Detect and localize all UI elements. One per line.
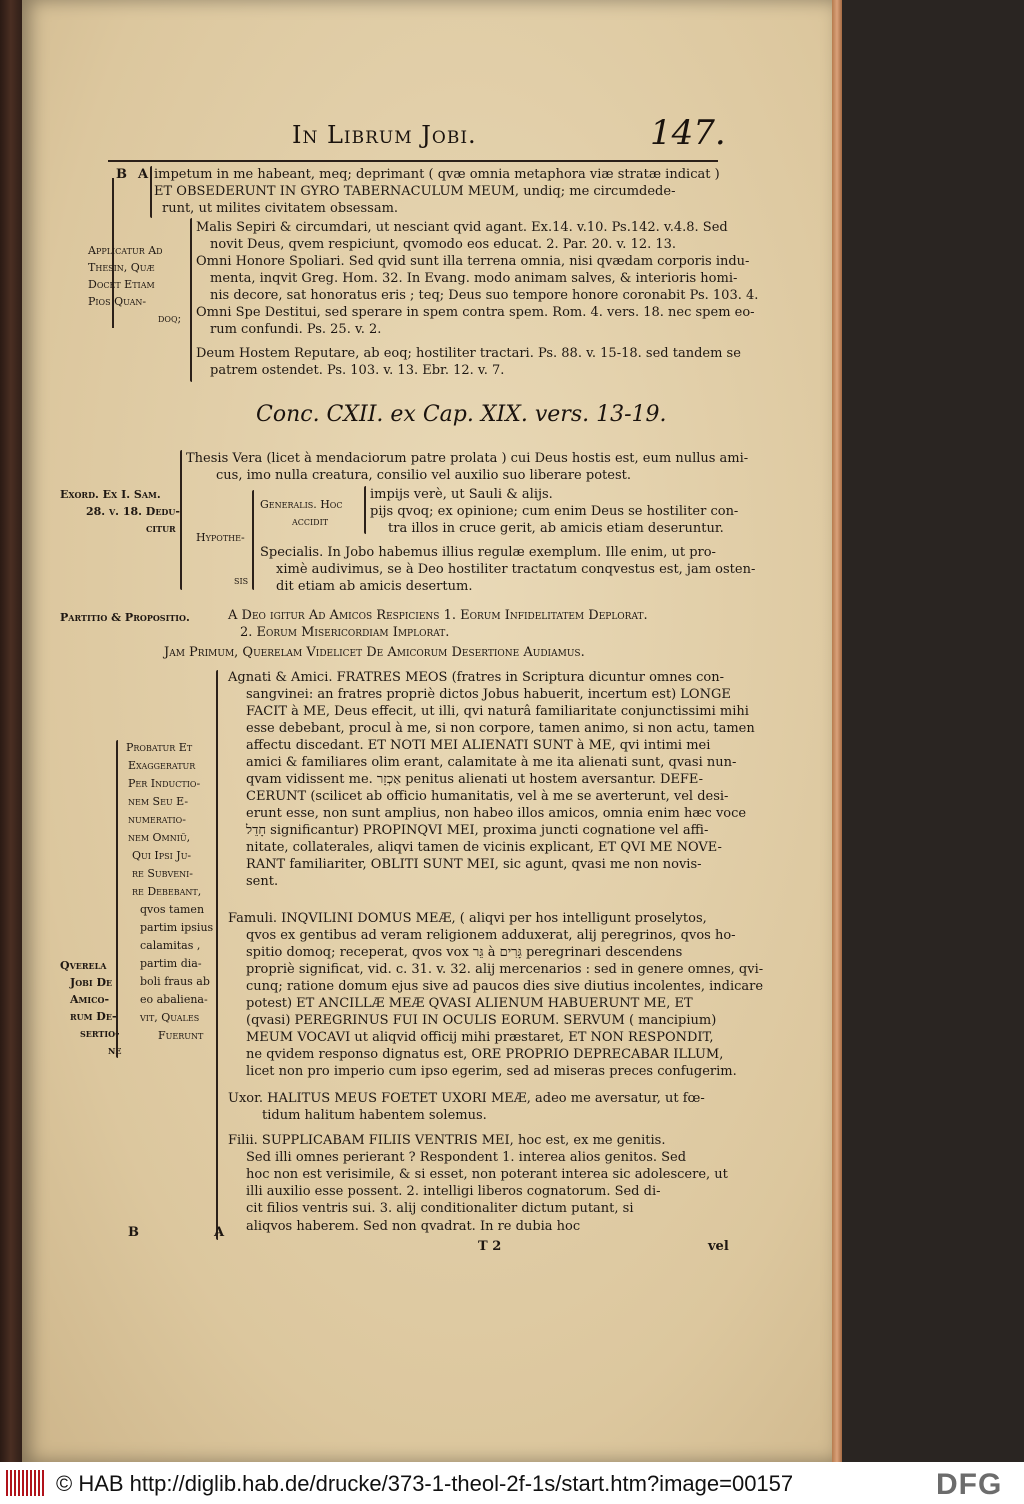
applicatur-line-4: menta, inqvit Greg. Hom. 32. In Evang. modo animam salves, & interioris homi- (210, 271, 738, 286)
brace-hypothesis (252, 490, 254, 590)
body-line-1: Agnati & Amici. FRATRES MEOS (fratres in Scriptura dicuntur omnes con- (228, 670, 724, 685)
applicatur-label-4: Pios Quan- (88, 295, 147, 308)
applicatur-label-3: Docet Etiam (88, 278, 155, 291)
probatur-label-1: Probatur Et (126, 741, 193, 754)
generalis-line-1: impijs verè, ut Sauli & alijs. (370, 487, 553, 502)
querela-label-1: Qverela (60, 959, 107, 972)
signature-mark: T 2 (478, 1239, 502, 1254)
body-line-25: tidum halitum habentem solemus. (262, 1108, 487, 1123)
top-line-2: ET OBSEDERUNT IN GYRO TABERNACULUM MEUM, undiq; me circumdede- (154, 184, 676, 199)
brace-exord (180, 450, 182, 590)
applicatur-line-7: rum confundi. Ps. 25. v. 2. (210, 322, 382, 337)
probatur-label-6: nem Omniũ, (128, 831, 191, 844)
thesis-line-1: Thesis Vera (licet à mendaciorum patre prolata ) cui Deus hostis est, eum nullus ami- (186, 451, 749, 466)
marker-a-top: A (138, 167, 149, 182)
body-line-16: spitio domoq; receperat, qvos vox גֵּר à גָּרִים peregrinari descendens (246, 945, 683, 960)
footer-bar (0, 1462, 1024, 1504)
dfg-logo: DFG (936, 1468, 1003, 1501)
generalis-line-2: pijs qvoq; ex opinione; cum enim Deus se hostiliter con- (370, 504, 739, 519)
marker-b-bottom: B (128, 1225, 139, 1240)
applicatur-line-3: Omni Honore Spoliari. Sed qvid sunt illa terrena omnia, nisi qvædam corporis indu- (196, 254, 750, 269)
body-line-6: amici & familiares olim erant, calamitate à me ita alienati sunt, qvasi nun- (246, 755, 737, 770)
catchword: vel (708, 1239, 729, 1254)
body-line-20: (qvasi) PEREGRINUS FUI IN OCULIS EORUM. SERVUM ( mancipium) (246, 1013, 717, 1028)
hypothesis-label-1: Hypothe- (196, 531, 245, 544)
book-spine (0, 0, 24, 1462)
body-line-2: sangvinei: an fratres propriè dictos Jobus habuerit, incertum est) LONGE (246, 687, 731, 702)
body-line-18: cunq; ratione domum ejus sive ad paucos dies sive diutius incolentes, indicare (246, 979, 764, 994)
applicatur-label-2: Thesin, Quæ (88, 261, 155, 274)
body-line-14: Famuli. INQVILINI DOMUS MEÆ, ( aliqvi per hos intelligunt proselytos, (228, 911, 707, 926)
body-line-19: potest) ET ANCILLÆ MEÆ QVASI ALIENUM HABUERUNT ME, ET (246, 996, 693, 1011)
applicatur-line-2: novit Deus, qvem respiciunt, qvomodo eos educat. 2. Par. 20. v. 12. 13. (210, 237, 677, 252)
body-line-7: qvam vidissent me. אַכְזָר penitus alienati ut hostem aversantur. DEFE- (246, 772, 704, 787)
querela-label-6: ne (108, 1044, 122, 1057)
top-line-1: impetum in me habeant, meq; deprimant ( qvæ omnia metaphora viæ stratæ indicat ) (154, 167, 720, 182)
probatur-label-2: Exaggeratur (128, 759, 196, 772)
partitio-line-1: A Deo igitur Ad Amicos Respiciens 1. Eorum Infidelitatem Deplorat. (228, 608, 648, 623)
applicatur-line-5: nis decore, sat honoratus eris ; teq; Deus suo tempore honore coronabit Ps. 103. 4. (210, 288, 759, 303)
probatur-label-10: qvos tamen (140, 903, 205, 916)
probatur-label-12: calamitas , (140, 939, 201, 952)
probatur-label-8: re Subveni- (132, 867, 194, 880)
body-line-11: nitate, collaterales, aliqvi tamen de vicinis explicant, ET QVI ME NOVE- (246, 840, 722, 855)
applicatur-line-8: Deum Hostem Reputare, ab eoq; hostiliter tractari. Ps. 88. v. 15-18. sed tandem se (196, 346, 741, 361)
body-line-30: cit filios ventris sui. 3. alij conditionaliter dictum putant, si (246, 1201, 634, 1216)
body-line-26: Filii. SUPPLICABAM FILIIS VENTRIS MEI, hoc est, ex me genitis. (228, 1133, 666, 1148)
brace-generalis (364, 486, 366, 534)
hypothesis-label-2: sis (234, 574, 249, 587)
brace-top (150, 166, 152, 218)
brace-applicatur (190, 218, 192, 382)
partitio-line-2: 2. Eorum Misericordiam Implorat. (240, 625, 450, 640)
partitio-line-3: Jam Primum, Querelam Videlicet De Amicorum Desertione Audiamus. (164, 645, 585, 660)
page-number: 147. (650, 113, 726, 153)
body-line-15: qvos ex gentibus ad veram religionem adduxerat, alij peregrinos, qvos ho- (246, 928, 736, 943)
applicatur-line-9: patrem ostendet. Ps. 103. v. 13. Ebr. 12. v. 7. (210, 363, 505, 378)
body-line-12: RANT familiariter, OBLITI SUNT MEI, sic agunt, qvasi me non novis- (246, 857, 702, 872)
header-rule (108, 160, 718, 162)
marker-b-top: B (116, 167, 127, 182)
querela-label-4: rum De- (70, 1010, 117, 1023)
marker-a-bottom: A (214, 1225, 225, 1240)
body-line-8: CERUNT (scilicet ab officio humanitatis, vel à me se averterunt, vel desi- (246, 789, 729, 804)
body-line-21: MEUM VOCAVI ut aliqvid officij mihi præstaret, ET NON RESPONDIT, (246, 1030, 714, 1045)
probatur-label-14: boli fraus ab (140, 975, 210, 988)
body-line-24: Uxor. HALITUS MEUS FOETET UXORI MEÆ, adeo me aversatur, ut fœ- (228, 1091, 705, 1106)
probatur-label-5: numeratio- (128, 813, 186, 826)
specialis-line-2: ximè audivimus, se à Deo hostiliter tractatum conqvestus est, jam osten- (276, 562, 756, 577)
footer-copyright-url: © HAB http://diglib.hab.de/drucke/373-1-theol-2f-1s/start.htm?image=00157 (56, 1471, 794, 1496)
querela-label-2: Jobi De (70, 976, 113, 989)
exord-label-1: Exord. Ex I. Sam. (60, 488, 161, 501)
body-line-4: esse debebant, procul à me, si non corpore, tamen animo, si non actu, tamen (246, 721, 755, 736)
probatur-label-3: Per Inductio- (128, 777, 201, 790)
generalis-line-3: tra illos in cruce gerit, ab amicis etiam deseruntur. (388, 521, 724, 536)
probatur-label-17: Fuerunt (158, 1029, 204, 1042)
probatur-label-13: partim dia- (140, 957, 202, 970)
body-line-5: affectu discedant. ET NOTI MEI ALIENATI SUNT à ME, qvi intimi mei (246, 738, 711, 753)
body-line-22: ne qvidem responso dignatus est, ORE PROPRIO DEPRECABAR ILLUM, (246, 1047, 724, 1062)
applicatur-line-6: Omni Spe Destitui, sed sperare in spem contra spem. Rom. 4. vers. 18. nec spem eo- (196, 305, 755, 320)
brace-agnati (216, 670, 218, 1240)
body-line-9: erunt esse, non sunt amplius, non habeo illos amicos, omnia enim hæc voce (246, 806, 747, 821)
body-line-3: FACIT à ME, Deus effecit, ut illi, qvi naturâ familiaritate conjunctissimi mihi (246, 704, 749, 719)
specialis-line-3: dit etiam ab amicis desertum. (276, 579, 473, 594)
querela-label-5: sertio- (80, 1027, 120, 1040)
querela-label-3: Amico- (70, 993, 110, 1006)
body-line-17: propriè significat, vid. c. 31. v. 32. alij mercenarios : sed in genere omnes, qvi- (246, 962, 764, 977)
probatur-label-9: re Debebant, (132, 885, 202, 898)
page-edge (832, 0, 842, 1462)
probatur-label-7: Qui Ipsi Ju- (132, 849, 192, 862)
exord-label-3: citur (146, 522, 176, 535)
probatur-label-15: eo abaliena- (140, 993, 208, 1006)
brace-querela (116, 740, 118, 1058)
probatur-label-4: nem Seu E- (128, 795, 189, 808)
body-line-31: aliqvos haberem. Sed non qvadrat. In re dubia hoc (246, 1219, 581, 1234)
body-line-13: sent. (246, 874, 279, 889)
body-line-29: illi auxilio esse possent. 2. intelligi liberos cognatorum. Sed di- (246, 1184, 661, 1199)
applicatur-line-1: Malis Sepiri & circumdari, ut nesciant qvid agant. Ex.14. v.10. Ps.142. v.4.8. Sed (196, 220, 728, 235)
body-line-28: hoc non est verisimile, & si esset, non poterant interea sic adolescere, ut (246, 1167, 728, 1182)
body-line-23: licet non pro imperio cum ipso egerim, sed ad miseras preces confugerim. (246, 1064, 737, 1079)
applicatur-label-5: doq; (158, 312, 182, 325)
thesis-line-2: cus, imo nulla creatura, consilio vel auxilio suo liberare potest. (216, 468, 631, 483)
probatur-label-11: partim ipsius (140, 921, 214, 934)
exord-label-2: 28. v. 18. Dedu- (86, 505, 180, 518)
generalis-label-1: Generalis. Hoc (260, 498, 343, 511)
top-line-3: runt, ut milites civitatem obsessam. (162, 201, 399, 216)
body-line-10: חָדֵל significantur) PROPINQVI MEI, proxima juncti cognatione vel affi- (246, 823, 709, 838)
body-line-27: Sed illi omnes perierant ? Respondent 1. interea alios genitos. Sed (246, 1150, 687, 1165)
hab-barcode-logo-icon (6, 1470, 46, 1496)
specialis-line-1: Specialis. In Jobo habemus illius regulæ exemplum. Ille enim, ut pro- (260, 545, 716, 560)
applicatur-label-1: Applicatur Ad (88, 244, 163, 257)
conc-title: Conc. CXII. ex Cap. XIX. vers. 13-19. (256, 402, 667, 427)
probatur-label-16: vit, Quales (140, 1011, 200, 1024)
running-header: In Librum Jobi. (292, 121, 477, 149)
partitio-label: Partitio & Propositio. (60, 611, 190, 624)
scan-background (842, 0, 1024, 1462)
generalis-label-2: accidit (292, 515, 329, 528)
